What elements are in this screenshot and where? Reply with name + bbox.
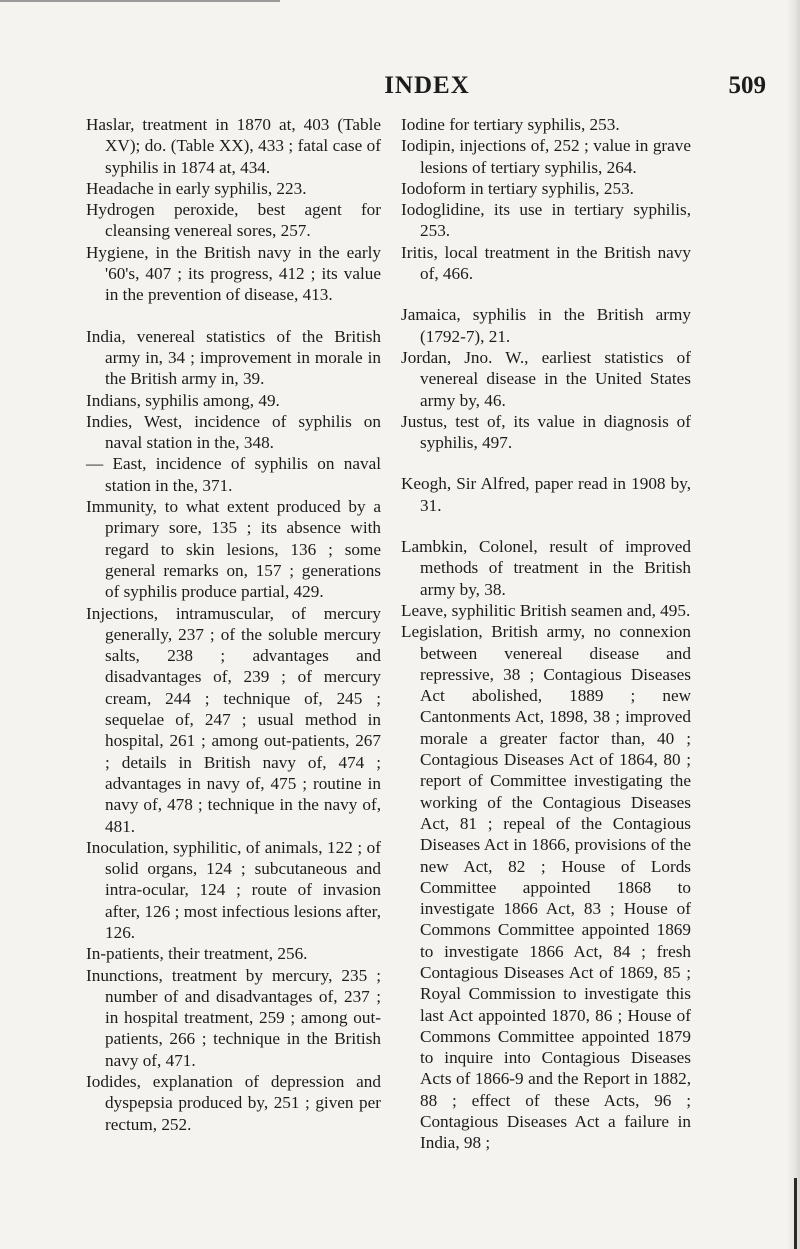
index-entry: Legislation, British army, no connexion between venereal disease and repressive, 38 ; Contagious Diseases Act abolished, 1889 ; new Cantonments Act, 1898, 38 ; improved morale a greater factor than, 40 ; Contagious Diseases Act of 1864, 80 ; report of Committee investigating the working of the Contagious Diseases Act, 81 ; repeal of the Contagious Diseases Act in 1866, provisions of the new Act, 82 ; House of Lords Committee appointed 1868 to investigate 1866 Act, 83 ; House of Commons Committee appointed 1869 to investigate 1866 Act, 84 ; fresh Contagious Diseases Act of 1869, 85 ; Royal Commission to investigate this last Act appointed 1870, 86 ; House of Commons Committee appointed 1879 to inquire into Contagious Diseases Acts of 1866-9 and the Report in 1882, 88 ; effect of these Acts, 96 ; Contagious Diseases Act a failure in India, 98 ;: [401, 622, 691, 1153]
index-entry: — East, incidence of syphilis on naval station in the, 371.: [86, 454, 381, 495]
index-entry: Iodoform in tertiary syphilis, 253.: [401, 178, 634, 198]
index-column-left: [86, 114, 381, 1135]
index-entry: India, venereal statistics of the British army in, 34 ; improvement in morale in the British army in, 39.: [86, 326, 381, 389]
index-entry: Immunity, to what extent produced by a primary sore, 135 ; its absence with regard to skin lesions, 136 ; some general remarks on, 157 ; generations of syphilis produce partial, 429.: [86, 497, 381, 602]
index-entry: Jamaica, syphilis in the British army (1792-7), 21.: [401, 305, 691, 346]
page-number: 509: [728, 72, 766, 99]
index-entry: Iodoglidine, its use in tertiary syphilis, 253.: [401, 200, 691, 241]
index-entry: Inoculation, syphilitic, of animals, 122 ; of solid organs, 124 ; subcutaneous and intra-ocular, 124 ; route of invasion after, 126 ; most infectious lesions after, 126.: [86, 837, 381, 942]
index-entry: Hydrogen peroxide, best agent for cleansing venereal sores, 257.: [86, 200, 381, 241]
index-entry: Haslar, treatment in 1870 at, 403 (Table XV); do. (Table XX), 433 ; fatal case of syphilis in 1874 at, 434.: [86, 115, 381, 177]
index-entry: Keogh, Sir Alfred, paper read in 1908 by, 31.: [401, 474, 691, 515]
index-entry: Iodides, explanation of depression and dyspepsia produced by, 251 ; given per rectum, 252.: [86, 1072, 381, 1134]
index-entry: Hygiene, in the British navy in the early '60's, 407 ; its progress, 412 ; its value in the prevention of disease, 413.: [86, 242, 381, 305]
page-title: INDEX: [384, 72, 470, 99]
index-entry: Iritis, local treatment in the British navy of, 466.: [401, 242, 691, 284]
index-entry: Leave, syphilitic British seamen and, 495.: [401, 600, 691, 620]
index-entry: Headache in early syphilis, 223.: [86, 178, 307, 198]
index-entry: Iodine for tertiary syphilis, 253.: [401, 115, 620, 134]
top-edge-rule: [0, 0, 280, 2]
page-header: [88, 72, 766, 102]
index-entry: Injections, intramuscular, of mercury generally, 237 ; of the soluble mercury salts, 238 ; advantages and disadvantages of, 239 ; of mercury cream, 244 ; technique of, 245 ; sequelae of, 247 ; usual method in hospital, 261 ; among out-patients, 267 ; details in British navy of, 474 ; advantages in navy of, 475 ; routine in navy of, 478 ; technique in the navy of, 481.: [86, 603, 381, 836]
page-spine-mark: [794, 1178, 797, 1249]
index-entry: Inunctions, treatment by mercury, 235 ; number of and disadvantages of, 237 ; in hospital treatment, 259 ; among out-patients, 266 ; technique in the British navy of, 471.: [86, 965, 381, 1070]
index-column-right: [401, 114, 691, 1154]
index-entry: Iodipin, injections of, 252 ; value in grave lesions of tertiary syphilis, 264.: [401, 136, 691, 177]
index-entry: Lambkin, Colonel, result of improved methods of treatment in the British army by, 38.: [401, 537, 691, 599]
index-entry: Justus, test of, its value in diagnosis of syphilis, 497.: [401, 411, 691, 453]
index-entry: Jordan, Jno. W., earliest statistics of venereal disease in the United States army by, 46.: [401, 347, 691, 410]
index-entry: Indies, West, incidence of syphilis on naval station in the, 348.: [86, 411, 381, 453]
page-spine-shadow: [786, 0, 800, 1249]
index-entry: In-patients, their treatment, 256.: [86, 944, 308, 964]
index-entry: Indians, syphilis among, 49.: [86, 390, 280, 410]
